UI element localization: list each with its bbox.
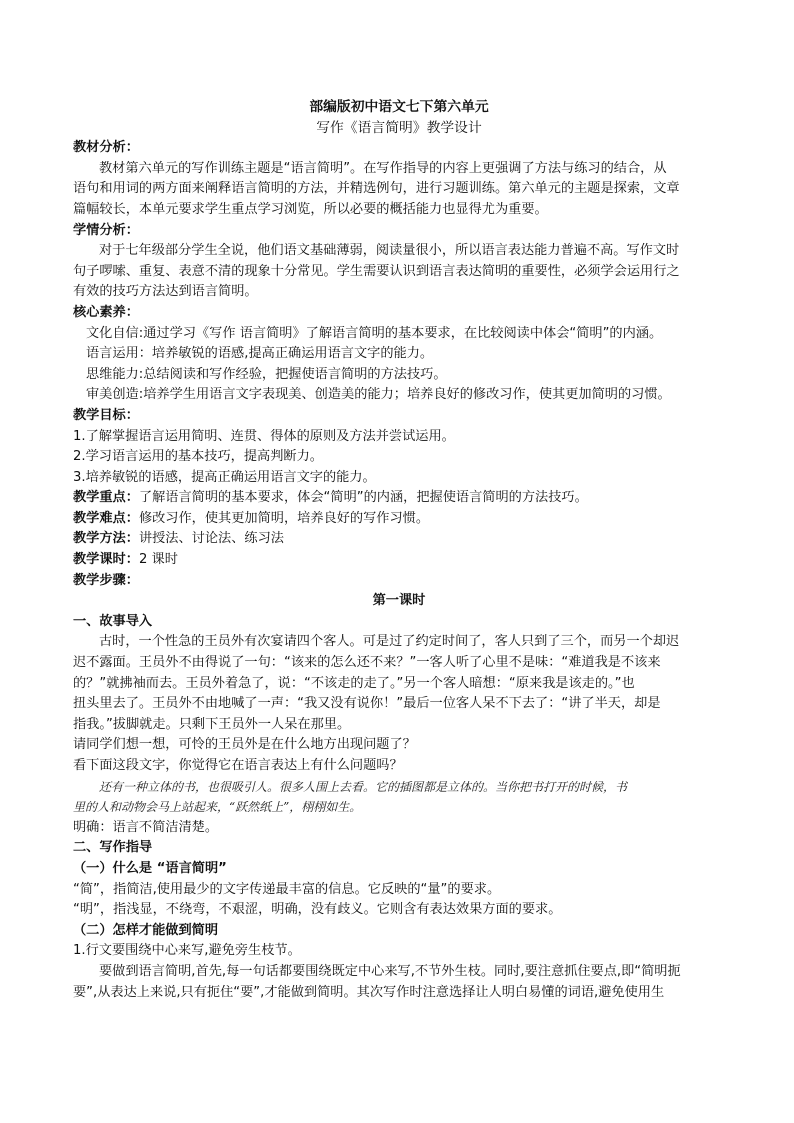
method-row xyxy=(73,529,725,550)
method-text: 讲授法、讨论法、练习法 xyxy=(138,531,284,547)
paragraph-line: 有效的技巧方法达到语言简明。 xyxy=(73,284,258,300)
section-heading-xueqing: 学情分析： xyxy=(73,222,139,238)
paragraph-line: 要做到语言简明,首先,每一句话都要围绕既定中心来写,不节外生枝。同时,要注意抓住要点,即“简明扼 xyxy=(99,963,681,979)
paragraph-line: 古时，一个性急的王员外有次宴请四个客人。可是过了约定时间了，客人只到了三个，而另一个却迟 xyxy=(99,634,680,650)
list-item: 3.培养敏锐的语感，提高正确运用语言文字的能力。 xyxy=(73,469,376,485)
step-heading-2: 二、写作指导 xyxy=(73,840,153,856)
document-page xyxy=(73,97,725,1003)
section-heading-zhongdian: 教学重点： xyxy=(73,490,139,506)
difficulty-text: 修改习作，使其更加简明，培养良好的写作习惯。 xyxy=(138,510,430,526)
list-item: 思维能力:总结阅读和写作经验，把握使语言简明的方法技巧。 xyxy=(86,366,447,382)
definition-line: “简”，指简洁,使用最少的文字传递最丰富的信息。它反映的“量”的要求。 xyxy=(73,881,501,897)
section-heading-nandian: 教学难点： xyxy=(73,510,139,526)
section-heading-buzhou: 教学步骤： xyxy=(73,572,139,588)
key-point-row xyxy=(73,488,725,509)
example-quote-line: 还有一种立体的书，也很吸引人。很多人围上去看。它的插图都是立体的。当你把书打开的时候，书 xyxy=(99,779,628,794)
difficulty-row xyxy=(73,509,725,530)
doc-title-line2: 写作《语言简明》教学设计 xyxy=(316,119,482,136)
question-line: 看下面这段文字，你觉得它在语言表达上有什么问题吗？ xyxy=(73,758,403,773)
lesson-heading: 第一课时 xyxy=(372,593,426,609)
list-item: 2.学习语言运用的基本技巧，提高判断力。 xyxy=(73,449,323,465)
paragraph-line: 的？”就拂袖而去。王员外着急了，说：“不该走的走了。”另一个客人暗想：“原来我是该走的。”也 xyxy=(73,675,635,691)
conclusion-line: 明确：语言不简洁清楚。 xyxy=(73,819,219,835)
question-line: 请同学们想一想，可怜的王员外是在什么地方出现问题了？ xyxy=(73,737,416,753)
step-heading-1: 一、故事导入 xyxy=(73,613,153,629)
hours-text: 2 课时 xyxy=(138,552,178,568)
paragraph-line: 对于七年级部分学生全说，他们语文基础薄弱，阅读量很小，所以语言表达能力普遍不高。写作文时 xyxy=(99,243,680,259)
section-heading-jiaocai: 教材分析： xyxy=(73,140,139,156)
subheading-1: （一）什么是 “语言简明” xyxy=(73,860,227,876)
list-item: 1.了解掌握语言运用简明、连贯、得体的原则及方法并尝试运用。 xyxy=(73,428,455,444)
paragraph-line: 篇幅较长，本单元要求学生重点学习浏览，所以必要的概括能力也显得尤为重要。 xyxy=(73,201,548,217)
example-quote-line: 里的人和动物会马上站起来，“跃然纸上”，栩栩如生。 xyxy=(73,800,362,815)
key-point-text: 了解语言简明的基本要求，体会“简明”的内涵，把握使语言简明的方法技巧。 xyxy=(138,490,588,506)
paragraph-line: 句子啰嗦、重复、表意不清的现象十分常见。学生需要认识到语言表达简明的重要性，必须学会运用行之 xyxy=(73,263,680,279)
paragraph-line: 要”,从表达上来说,只有扼住“要”,才能做到简明。其次写作时注意选择让人明白易懂的词语,避免使用生 xyxy=(73,984,665,1000)
section-heading-fangfa: 教学方法： xyxy=(73,531,139,547)
section-heading-keshi: 教学课时： xyxy=(73,552,139,568)
list-item: 文化自信:通过学习《写作 语言简明》了解语言简明的基本要求，在比较阅读中体会“简明”的内涵。 xyxy=(86,325,663,341)
paragraph-line: 迟不露面。王员外不由得说了一句：“该来的怎么还不来？”一客人听了心里不是味：“难道我是不该来 xyxy=(73,655,661,671)
subheading-2: （二）怎样才能做到简明 xyxy=(73,922,219,938)
doc-title-line1: 部编版初中语文七下第六单元 xyxy=(309,99,489,115)
paragraph-line: 指我。”拔脚就走。只剩下王员外一人呆在那里。 xyxy=(73,716,351,732)
rule-line: 1.行文要围绕中心来写,避免旁生枝节。 xyxy=(73,943,301,959)
list-item: 语言运用：培养敏锐的语感,提高正确运用语言文字的能力。 xyxy=(86,346,434,362)
list-item: 审美创造:培养学生用语言文字表现美、创造美的能力；培养良好的修改习作，使其更加简明的习惯。 xyxy=(86,387,671,403)
section-heading-hexin: 核心素养： xyxy=(73,304,139,320)
paragraph-line: 扭头里去了。王员外不由地喊了一声：“我又没有说你！”最后一位客人呆不下去了：“讲了半天，却是 xyxy=(73,696,661,712)
paragraph-line: 教材第六单元的写作训练主题是“语言简明”。在写作指导的内容上更强调了方法与练习的结合，从 xyxy=(99,160,667,176)
paragraph-line: 语句和用词的两方面来阐释语言简明的方法，并精选例句，进行习题训练。第六单元的主题是探索，文章 xyxy=(73,181,680,197)
definition-line: “明”，指浅显，不绕弯，不艰涩，明确，没有歧义。它则含有表达效果方面的要求。 xyxy=(73,902,562,918)
hours-row xyxy=(73,550,725,571)
section-heading-mubiao: 教学目标： xyxy=(73,407,139,423)
